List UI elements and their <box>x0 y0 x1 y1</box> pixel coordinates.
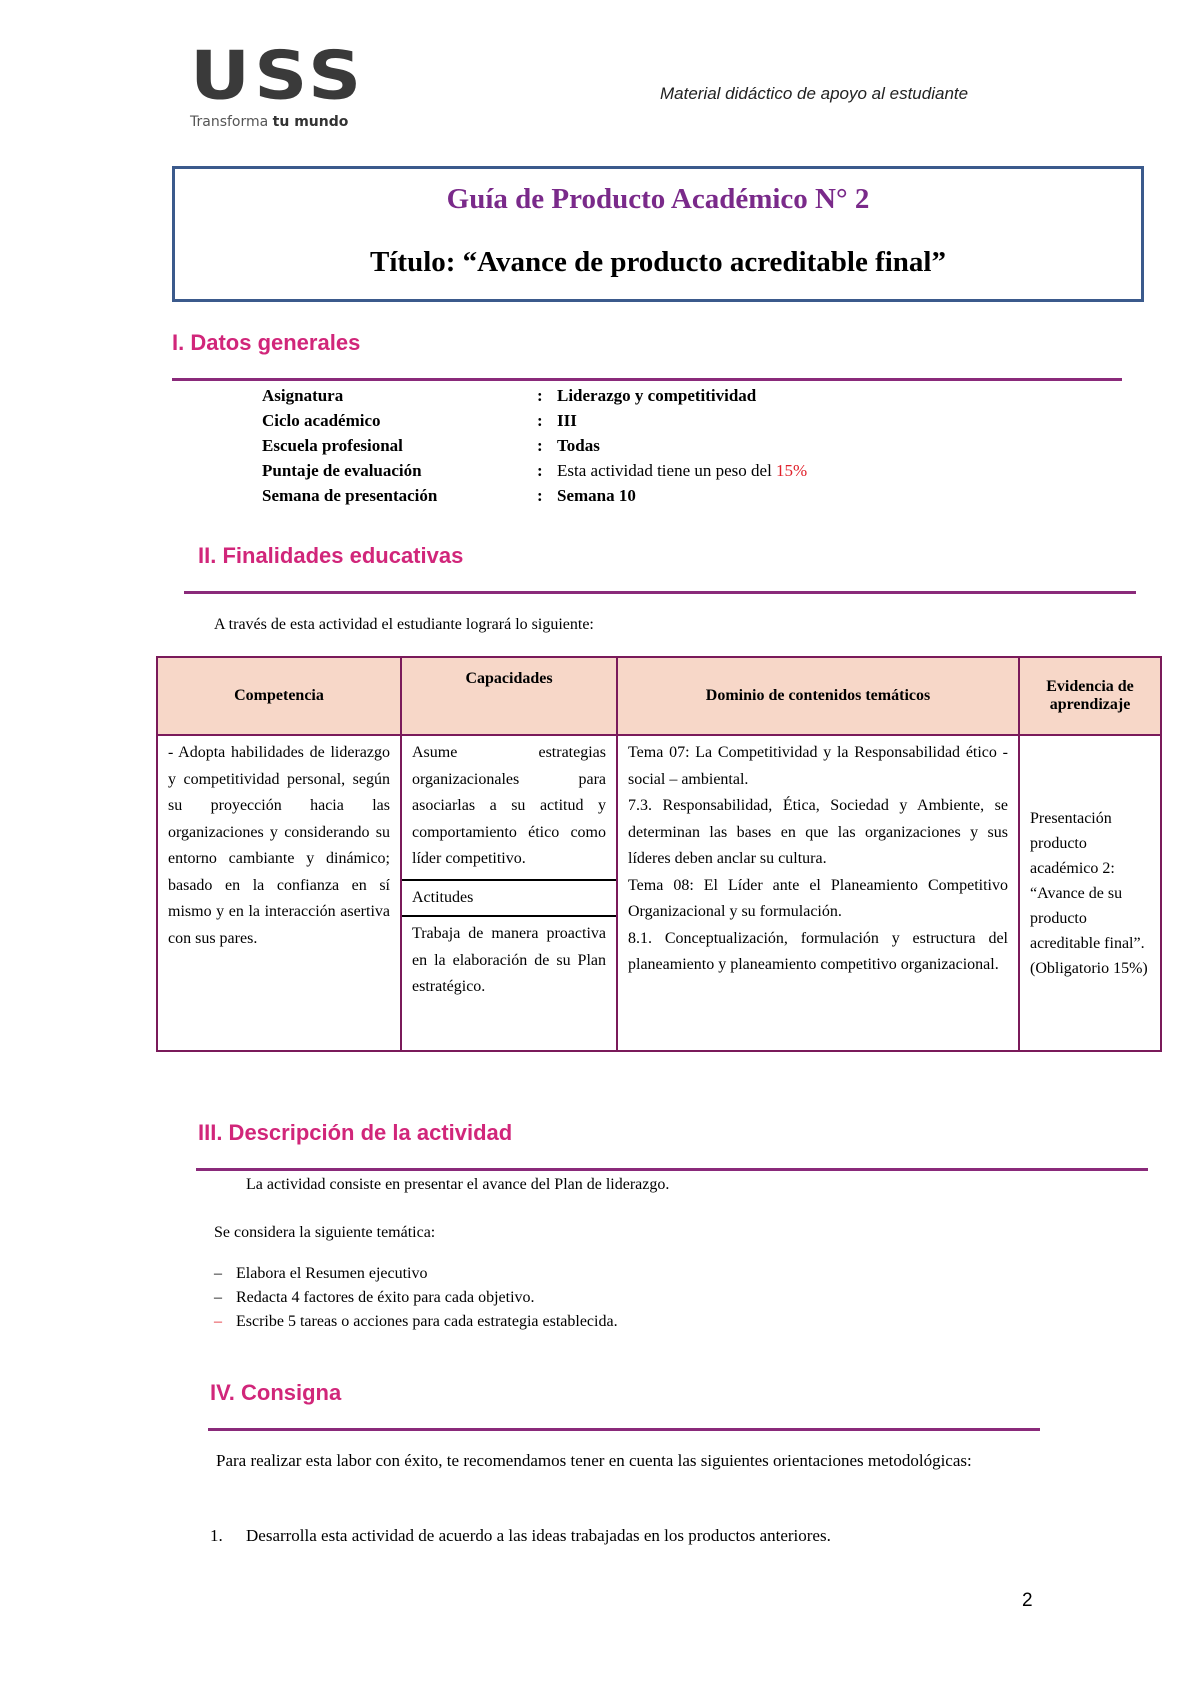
capacidades-text: Asume estrategias organizacionales para asociarlas a su actitud y comportamiento ético como líder competitivo. <box>412 744 606 867</box>
list-item: – Redacta 4 factores de éxito para cada objetivo. <box>214 1286 618 1310</box>
data-colon: : <box>537 436 543 455</box>
data-colon: : <box>537 461 543 480</box>
section-2-rule <box>184 591 1136 594</box>
data-value <box>557 461 807 486</box>
section-3-heading: III. Descripción de la actividad <box>198 1120 513 1145</box>
data-colon: : <box>537 386 543 405</box>
item-number: 1. <box>210 1526 223 1545</box>
thematic-intro: Se considera la siguiente temática: <box>214 1224 436 1241</box>
data-label: Semana de presentación <box>262 486 438 505</box>
capacidades-cell <box>401 735 617 1051</box>
header-note: Material didáctico de apoyo al estudiante <box>660 84 969 103</box>
list-item: – Escribe 5 tareas o acciones para cada estrategia establecida. <box>214 1310 618 1334</box>
section-1-rule <box>172 378 1122 381</box>
general-data-list <box>262 386 807 511</box>
item-text: Desarrolla esta actividad de acuerdo a las ideas trabajadas en los productos anteriores. <box>246 1526 831 1545</box>
dominio-cell <box>617 735 1019 1051</box>
data-label: Escuela profesional <box>262 436 403 455</box>
dominio-tema-07: Tema 07: La Competitividad y la Responsabilidad ético - social – ambiental. <box>628 744 1008 788</box>
logo-tagline <box>190 114 360 130</box>
product-title: Título: “Avance de producto acreditable final” <box>370 246 946 278</box>
data-label: Puntaje de evaluación <box>262 461 422 480</box>
data-row-puntaje <box>262 461 807 486</box>
data-label: Ciclo académico <box>262 411 381 430</box>
section-3-rule <box>196 1168 1148 1171</box>
header-dominio: Dominio de contenidos temáticos <box>617 657 1019 735</box>
dominio-tema-08: Tema 08: El Líder ante el Planeamiento Competitivo Organizacional y su formulación. <box>628 876 1008 920</box>
data-row-escuela <box>262 436 807 461</box>
data-value: Todas <box>557 436 600 455</box>
title-box <box>172 166 1144 302</box>
header-competencia: Competencia <box>157 657 401 735</box>
data-row-ciclo <box>262 411 807 436</box>
section-2-heading: II. Finalidades educativas <box>198 543 464 568</box>
data-value: III <box>557 411 577 430</box>
evidencia-cell: Presentación producto académico 2: “Avance de su producto acreditable final”. (Obligatorio 15%) <box>1019 735 1161 1051</box>
section-2-intro: A través de esta actividad el estudiante logrará lo siguiente: <box>214 616 594 633</box>
uss-logo <box>190 37 366 130</box>
data-label: Asignatura <box>262 386 344 405</box>
data-value: Semana 10 <box>557 486 636 505</box>
dominio-8-1: 8.1. Conceptualización, formulación y estructura del planeamiento y planeamiento competitivo organizacional. <box>628 929 1008 973</box>
activity-description: La actividad consiste en presentar el avance del Plan de liderazgo. <box>246 1176 670 1193</box>
consigna-intro: Para realizar esta labor con éxito, te recomendamos tener en cuenta las siguientes orientaciones metodológicas: <box>216 1451 972 1470</box>
guide-title: Guía de Producto Académico N° 2 <box>446 183 870 215</box>
consigna-item <box>210 1526 831 1546</box>
table-row <box>157 735 1161 1051</box>
data-colon: : <box>537 411 543 430</box>
actitudes-label: Actitudes <box>402 879 616 918</box>
data-row-asignatura <box>262 386 807 411</box>
logo-tagline-bold: tu mundo <box>272 114 349 130</box>
thematic-list <box>214 1262 618 1334</box>
competency-table <box>156 656 1162 1052</box>
section-4-rule <box>208 1428 1040 1431</box>
logo-tagline-light: Transforma <box>190 114 269 130</box>
dominio-7-3: 7.3. Responsabilidad, Ética, Sociedad y Ambiente, se determinan las bases en que las organizaciones y sus líderes deben anclar su cultura. <box>628 797 1008 867</box>
page-number: 2 <box>1022 1590 1033 1611</box>
actitudes-text: Trabaja de manera proactiva en la elaboración de su Plan estratégico. <box>412 925 606 995</box>
table-header-row <box>157 657 1161 735</box>
data-row-semana <box>262 486 807 511</box>
header-evidencia: Evidencia de aprendizaje <box>1019 657 1161 735</box>
section-4-heading: IV. Consigna <box>210 1380 342 1405</box>
section-1-heading: I. Datos generales <box>172 330 361 355</box>
list-item: – Elabora el Resumen ejecutivo <box>214 1262 618 1286</box>
weight-percent: 15% <box>776 461 808 480</box>
data-value: Liderazgo y competitividad <box>557 386 757 405</box>
logo-letters: USS <box>190 37 366 115</box>
data-colon: : <box>537 486 543 505</box>
weight-text: Esta actividad tiene un peso del <box>557 461 772 480</box>
competencia-cell: - Adopta habilidades de liderazgo y competitividad personal, según su proyección hacia las organizaciones y considerando su entorno cambiante y dinámico; basado en la confianza en sí mismo y en la interacción asertiva con sus pares. <box>157 735 401 1051</box>
header-capacidades: Capacidades <box>401 657 617 735</box>
